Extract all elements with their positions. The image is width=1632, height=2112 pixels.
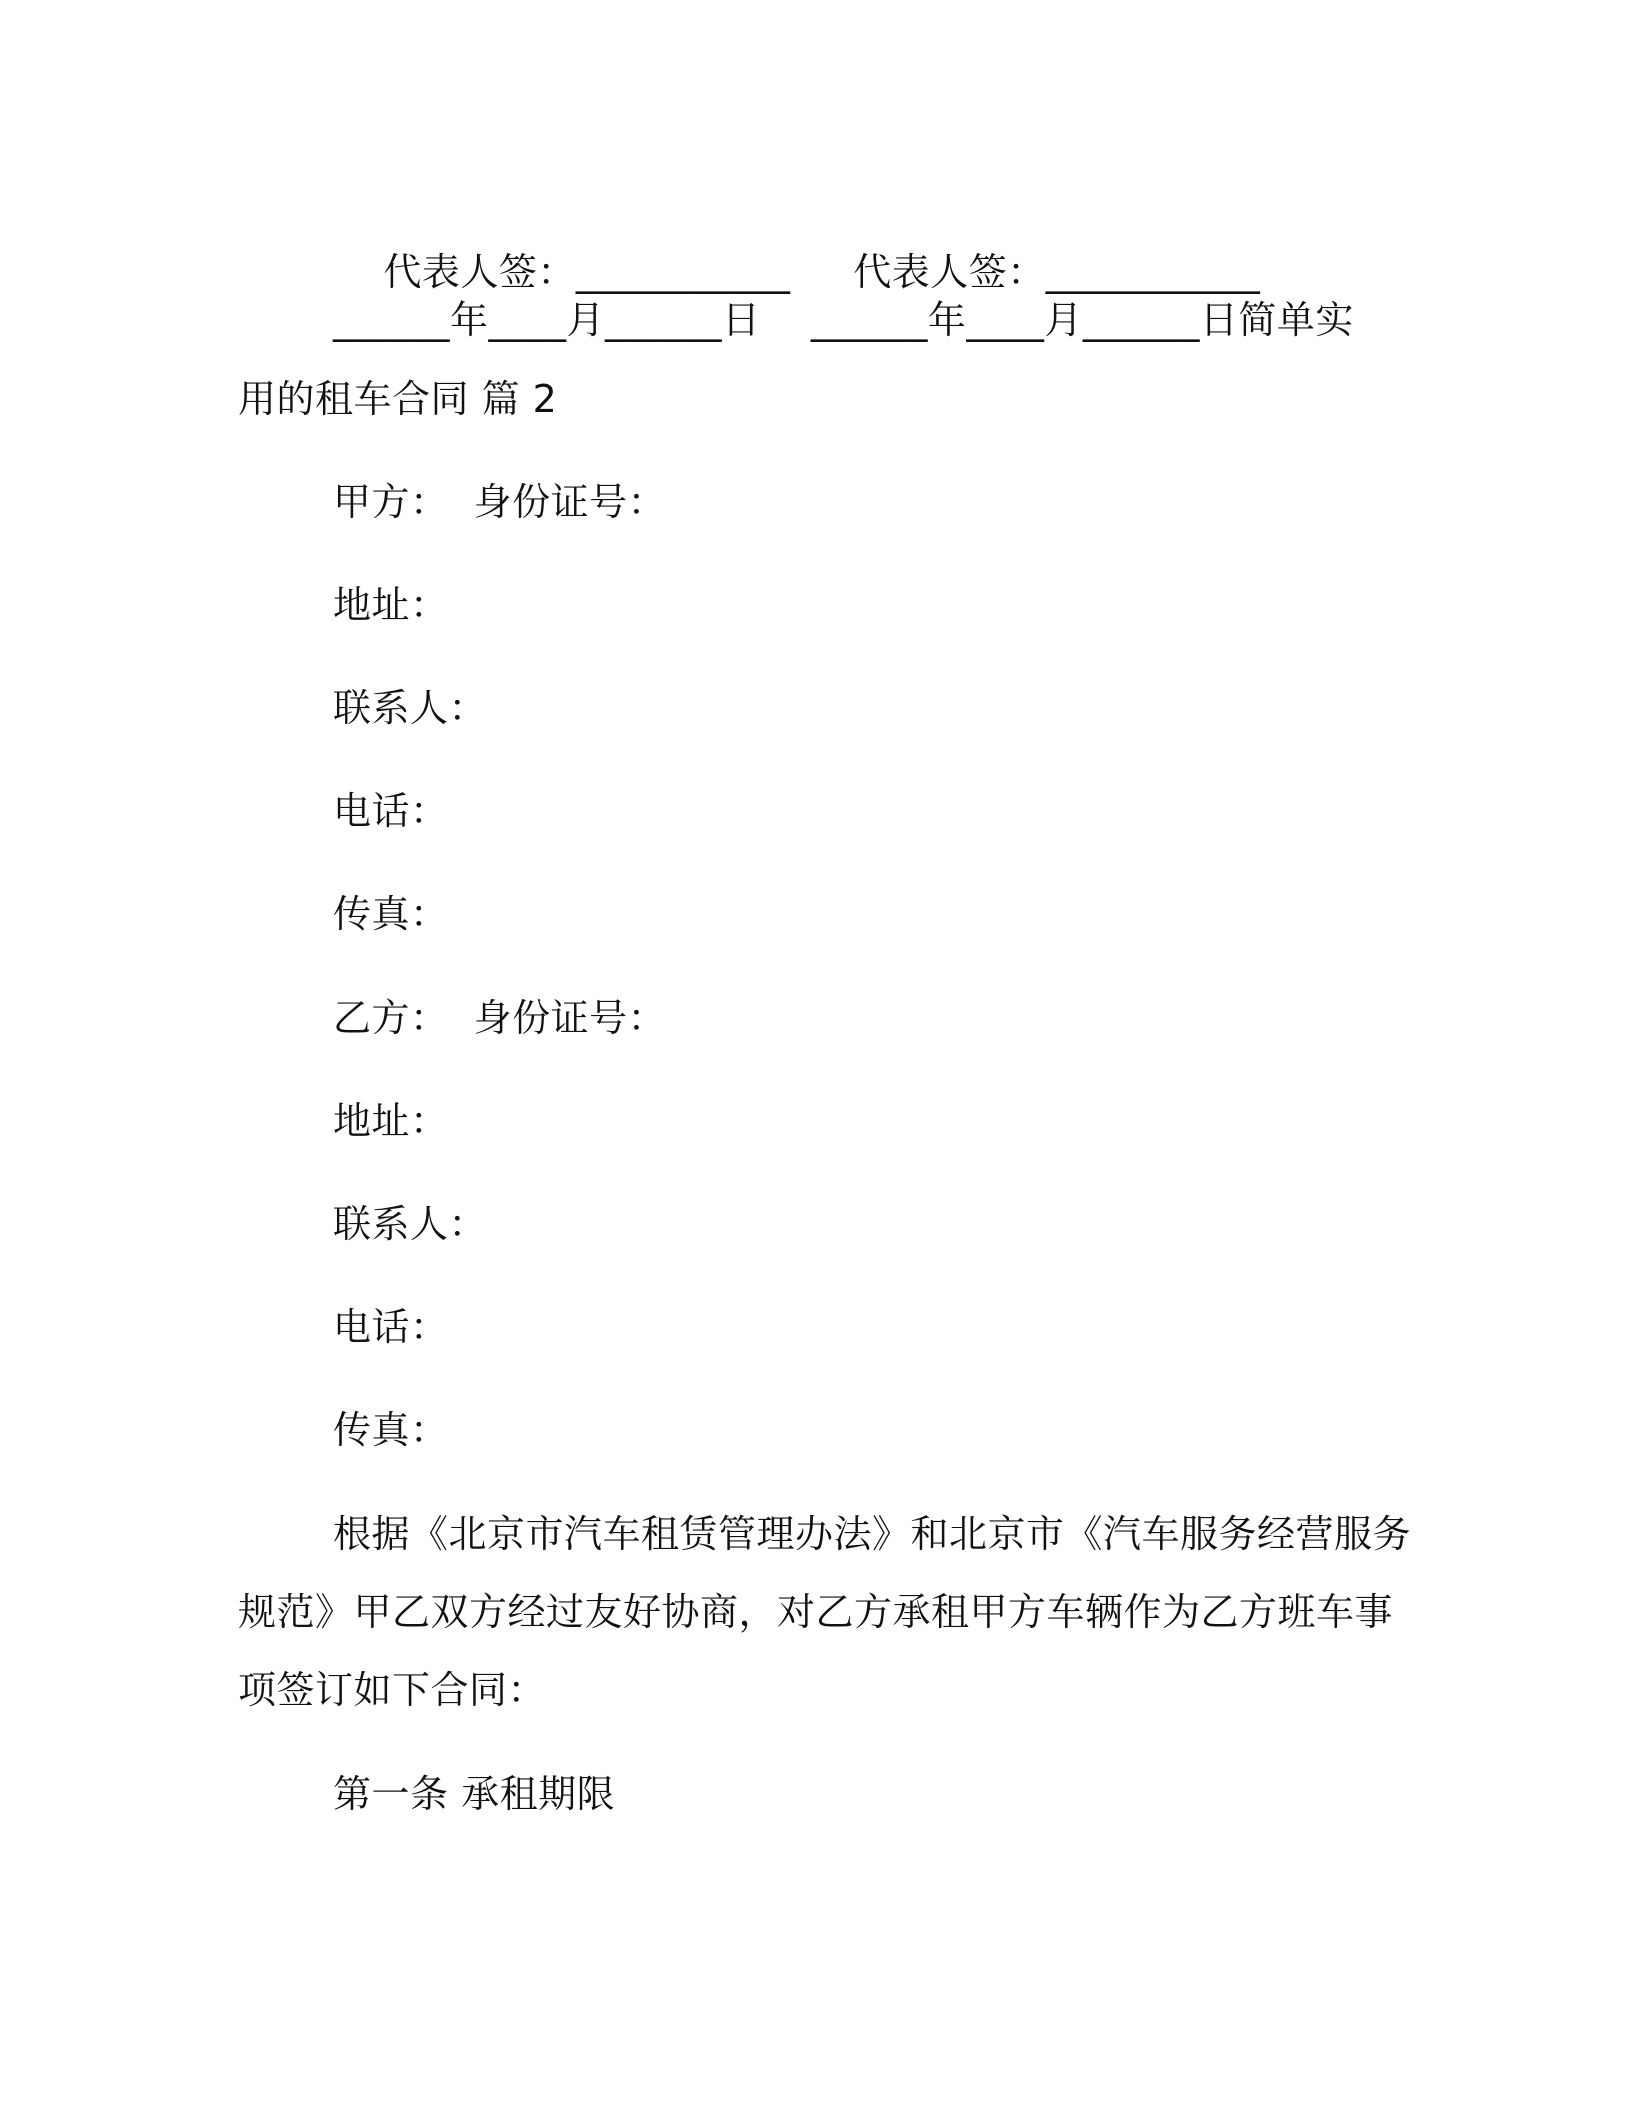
date-line: ______年____月______日 ______年____月______日简单实 [333, 298, 1354, 342]
party-b-address: 地址： [333, 1099, 449, 1143]
party-a-phone: 电话： [333, 789, 449, 833]
contract-title-continued: 用的租车合同 篇 2 [238, 377, 558, 421]
rep-sign-left: 代表人签：___________ [383, 250, 791, 294]
party-a-contact: 联系人： [333, 686, 488, 730]
party-a-name-id: 甲方： 身份证号： [333, 480, 667, 524]
rep-sign-right: 代表人签：___________ [853, 250, 1261, 294]
preamble-line-3: 项签订如下合同： [238, 1668, 547, 1712]
party-b-name-id: 乙方： 身份证号： [333, 996, 667, 1040]
party-b-fax: 传真： [333, 1408, 449, 1452]
preamble-line-2: 规范》甲乙双方经过友好协商，对乙方承租甲方车辆作为乙方班车事 [238, 1590, 1394, 1634]
article-1-heading: 第一条 承租期限 [333, 1772, 616, 1816]
party-a-fax: 传真： [333, 892, 449, 936]
party-b-contact: 联系人： [333, 1202, 488, 1246]
party-b-phone: 电话： [333, 1305, 449, 1349]
party-a-address: 地址： [333, 583, 449, 627]
preamble-line-1: 根据《北京市汽车租赁管理办法》和北京市《汽车服务经营服务 [333, 1512, 1412, 1556]
